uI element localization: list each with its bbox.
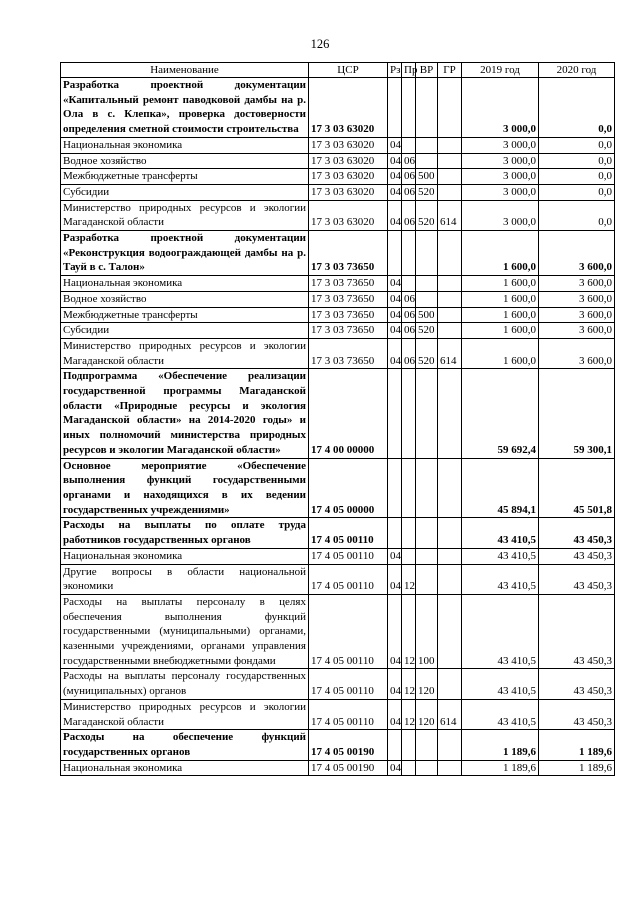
cell-2019: 3 000,0 [462, 78, 539, 138]
cell-csr: 17 3 03 63020 [309, 200, 388, 230]
cell-gr [438, 594, 462, 669]
cell-gr [438, 184, 462, 200]
table-row [61, 548, 615, 564]
cell-2020: 43 450,3 [539, 699, 615, 729]
cell-2020: 0,0 [539, 184, 615, 200]
cell-gr [438, 323, 462, 339]
cell-name: Национальная экономика [61, 760, 309, 776]
cell-vr: 120 [416, 699, 438, 729]
cell-vr: 520 [416, 323, 438, 339]
cell-gr: 614 [438, 338, 462, 368]
cell-vr [416, 518, 438, 548]
table-row [61, 699, 615, 729]
table-row [61, 184, 615, 200]
table-row [61, 458, 615, 518]
cell-vr [416, 760, 438, 776]
cell-vr [416, 153, 438, 169]
cell-rz: 04 [388, 323, 402, 339]
cell-gr [438, 276, 462, 292]
cell-pr: 06 [402, 291, 416, 307]
cell-csr: 17 3 03 73650 [309, 276, 388, 292]
cell-name: Межбюджетные трансферты [61, 307, 309, 323]
table-row [61, 200, 615, 230]
cell-gr [438, 760, 462, 776]
table-row [61, 307, 615, 323]
cell-gr [438, 730, 462, 760]
cell-2020: 0,0 [539, 153, 615, 169]
cell-2020: 3 600,0 [539, 307, 615, 323]
header-pr: Пр [402, 63, 416, 78]
cell-csr: 17 4 05 00110 [309, 669, 388, 699]
cell-gr: 614 [438, 699, 462, 729]
cell-vr: 120 [416, 669, 438, 699]
cell-name: Расходы на выплаты персоналу в целях обеспечения выполнения функций государственными (муниципальными) органами, казенными учреждениями, органами управления государственными внебюджетными фондами [61, 594, 309, 669]
cell-name: Министерство природных ресурсов и экологии Магаданской области [61, 699, 309, 729]
table-row [61, 169, 615, 185]
cell-gr [438, 78, 462, 138]
cell-vr: 100 [416, 594, 438, 669]
cell-name: Межбюджетные трансферты [61, 169, 309, 185]
cell-gr [438, 137, 462, 153]
cell-vr [416, 369, 438, 458]
cell-vr [416, 730, 438, 760]
table-row [61, 730, 615, 760]
cell-2020: 43 450,3 [539, 669, 615, 699]
cell-csr: 17 3 03 63020 [309, 153, 388, 169]
cell-pr: 12 [402, 699, 416, 729]
page-number: 126 [310, 37, 330, 51]
cell-rz: 04 [388, 548, 402, 564]
cell-2020: 43 450,3 [539, 594, 615, 669]
cell-2019: 43 410,5 [462, 699, 539, 729]
cell-csr: 17 4 05 00110 [309, 518, 388, 548]
header-csr: ЦСР [309, 63, 388, 78]
cell-name: Национальная экономика [61, 137, 309, 153]
cell-2020: 43 450,3 [539, 548, 615, 564]
cell-name: Министерство природных ресурсов и экологии Магаданской области [61, 200, 309, 230]
cell-csr: 17 4 05 00110 [309, 548, 388, 564]
cell-name: Разработка проектной документации «Реконструкция водоограждающей дамбы на р. Тауй в с. Талон» [61, 231, 309, 276]
cell-name: Расходы на выплаты персоналу государственных (муниципальных) органов [61, 669, 309, 699]
cell-csr: 17 4 05 00190 [309, 760, 388, 776]
cell-2020: 1 189,6 [539, 730, 615, 760]
table-row [61, 564, 615, 594]
cell-csr: 17 4 05 00110 [309, 699, 388, 729]
cell-name: Субсидии [61, 184, 309, 200]
cell-pr: 06 [402, 323, 416, 339]
cell-rz [388, 231, 402, 276]
cell-csr: 17 3 03 73650 [309, 291, 388, 307]
cell-2020: 43 450,3 [539, 518, 615, 548]
cell-vr [416, 291, 438, 307]
cell-csr: 17 3 03 73650 [309, 231, 388, 276]
cell-vr [416, 78, 438, 138]
header-2020: 2020 год [539, 63, 615, 78]
header-2019: 2019 год [462, 63, 539, 78]
table-row [61, 231, 615, 276]
cell-name: Водное хозяйство [61, 291, 309, 307]
table-body [61, 78, 615, 776]
cell-gr [438, 458, 462, 518]
cell-2020: 3 600,0 [539, 338, 615, 368]
cell-vr: 520 [416, 338, 438, 368]
cell-gr [438, 153, 462, 169]
table-row [61, 78, 615, 138]
cell-csr: 17 4 00 00000 [309, 369, 388, 458]
cell-vr [416, 564, 438, 594]
cell-pr: 06 [402, 338, 416, 368]
cell-pr: 12 [402, 564, 416, 594]
table-row [61, 291, 615, 307]
cell-name: Субсидии [61, 323, 309, 339]
cell-2020: 45 501,8 [539, 458, 615, 518]
cell-2020: 0,0 [539, 137, 615, 153]
cell-2020: 3 600,0 [539, 231, 615, 276]
header-name: Наименование [61, 63, 309, 78]
cell-rz: 04 [388, 169, 402, 185]
table-row [61, 369, 615, 458]
cell-2019: 3 000,0 [462, 169, 539, 185]
cell-2019: 1 600,0 [462, 231, 539, 276]
cell-pr [402, 276, 416, 292]
cell-2019: 43 410,5 [462, 564, 539, 594]
cell-pr [402, 369, 416, 458]
cell-rz: 04 [388, 699, 402, 729]
cell-pr: 06 [402, 153, 416, 169]
cell-2020: 59 300,1 [539, 369, 615, 458]
header-rz: Рз [388, 63, 402, 78]
cell-2020: 3 600,0 [539, 323, 615, 339]
cell-pr [402, 78, 416, 138]
cell-pr: 06 [402, 307, 416, 323]
cell-2019: 1 600,0 [462, 323, 539, 339]
table-header-row [61, 63, 615, 78]
cell-name: Национальная экономика [61, 276, 309, 292]
cell-csr: 17 3 03 73650 [309, 307, 388, 323]
cell-2020: 0,0 [539, 169, 615, 185]
cell-2019: 3 000,0 [462, 200, 539, 230]
cell-pr [402, 231, 416, 276]
cell-csr: 17 3 03 63020 [309, 137, 388, 153]
cell-gr [438, 169, 462, 185]
cell-gr [438, 564, 462, 594]
cell-vr [416, 458, 438, 518]
cell-pr [402, 760, 416, 776]
cell-2020: 3 600,0 [539, 276, 615, 292]
cell-vr [416, 231, 438, 276]
cell-2020: 1 189,6 [539, 760, 615, 776]
cell-rz: 04 [388, 200, 402, 230]
cell-rz [388, 78, 402, 138]
cell-rz [388, 518, 402, 548]
cell-gr [438, 518, 462, 548]
cell-csr: 17 4 05 00000 [309, 458, 388, 518]
cell-2019: 3 000,0 [462, 137, 539, 153]
cell-2020: 0,0 [539, 78, 615, 138]
cell-rz: 04 [388, 338, 402, 368]
cell-csr: 17 3 03 63020 [309, 184, 388, 200]
header-gr: ГР [438, 63, 462, 78]
cell-name: Национальная экономика [61, 548, 309, 564]
cell-rz: 04 [388, 184, 402, 200]
cell-pr: 12 [402, 594, 416, 669]
cell-name: Разработка проектной документации «Капитальный ремонт паводковой дамбы на р. Ола в с. Клепка», проверка достоверности определения сметной стоимости строительства [61, 78, 309, 138]
cell-gr [438, 291, 462, 307]
cell-2019: 43 410,5 [462, 669, 539, 699]
cell-vr: 500 [416, 169, 438, 185]
table-row [61, 760, 615, 776]
cell-pr [402, 548, 416, 564]
table-row [61, 518, 615, 548]
cell-pr: 06 [402, 184, 416, 200]
cell-vr: 500 [416, 307, 438, 323]
table-row [61, 594, 615, 669]
cell-2019: 59 692,4 [462, 369, 539, 458]
cell-rz: 04 [388, 291, 402, 307]
cell-csr: 17 3 03 63020 [309, 78, 388, 138]
cell-gr [438, 307, 462, 323]
cell-name: Основное мероприятие «Обеспечение выполнения функций государственными органами и находящихся в их ведении государственных учреждениями» [61, 458, 309, 518]
cell-name: Министерство природных ресурсов и экологии Магаданской области [61, 338, 309, 368]
cell-csr: 17 4 05 00110 [309, 594, 388, 669]
cell-rz [388, 369, 402, 458]
cell-rz: 04 [388, 564, 402, 594]
cell-gr [438, 369, 462, 458]
cell-2019: 43 410,5 [462, 548, 539, 564]
budget-table [60, 62, 615, 776]
table-row [61, 137, 615, 153]
cell-vr [416, 276, 438, 292]
table-row [61, 323, 615, 339]
cell-2019: 3 000,0 [462, 153, 539, 169]
cell-2019: 1 600,0 [462, 276, 539, 292]
cell-vr: 520 [416, 200, 438, 230]
cell-csr: 17 4 05 00110 [309, 564, 388, 594]
cell-2019: 43 410,5 [462, 594, 539, 669]
cell-pr: 06 [402, 169, 416, 185]
cell-2020: 3 600,0 [539, 291, 615, 307]
cell-vr: 520 [416, 184, 438, 200]
cell-2019: 3 000,0 [462, 184, 539, 200]
cell-2020: 43 450,3 [539, 564, 615, 594]
cell-pr: 12 [402, 669, 416, 699]
cell-rz: 04 [388, 594, 402, 669]
cell-2019: 43 410,5 [462, 518, 539, 548]
cell-2019: 1 600,0 [462, 307, 539, 323]
cell-name: Водное хозяйство [61, 153, 309, 169]
cell-pr: 06 [402, 200, 416, 230]
table-row [61, 276, 615, 292]
cell-pr [402, 730, 416, 760]
cell-rz [388, 458, 402, 518]
cell-2019: 1 189,6 [462, 760, 539, 776]
cell-gr [438, 548, 462, 564]
cell-csr: 17 4 05 00190 [309, 730, 388, 760]
cell-pr [402, 458, 416, 518]
cell-rz: 04 [388, 669, 402, 699]
cell-2019: 1 600,0 [462, 291, 539, 307]
table-row [61, 153, 615, 169]
cell-csr: 17 3 03 73650 [309, 323, 388, 339]
cell-2019: 1 189,6 [462, 730, 539, 760]
cell-rz: 04 [388, 153, 402, 169]
cell-pr [402, 137, 416, 153]
cell-csr: 17 3 03 73650 [309, 338, 388, 368]
cell-gr [438, 669, 462, 699]
cell-name: Расходы на обеспечение функций государственных органов [61, 730, 309, 760]
cell-rz: 04 [388, 307, 402, 323]
cell-rz [388, 730, 402, 760]
cell-vr [416, 548, 438, 564]
cell-name: Подпрограмма «Обеспечение реализации государственной программы Магаданской области «Природные ресурсы и экология Магаданской области» на 2014-2020 годы» и иных полномочий министерства природных ресурсов и экологии Магаданской области» [61, 369, 309, 458]
table-row [61, 669, 615, 699]
cell-2019: 1 600,0 [462, 338, 539, 368]
cell-2020: 0,0 [539, 200, 615, 230]
cell-csr: 17 3 03 63020 [309, 169, 388, 185]
cell-gr [438, 231, 462, 276]
header-vr: ВР [416, 63, 438, 78]
table-row [61, 338, 615, 368]
cell-rz: 04 [388, 760, 402, 776]
cell-rz: 04 [388, 276, 402, 292]
cell-2019: 45 894,1 [462, 458, 539, 518]
cell-pr [402, 518, 416, 548]
cell-name: Другие вопросы в области национальной экономики [61, 564, 309, 594]
cell-gr: 614 [438, 200, 462, 230]
cell-rz: 04 [388, 137, 402, 153]
cell-name: Расходы на выплаты по оплате труда работников государственных органов [61, 518, 309, 548]
cell-vr [416, 137, 438, 153]
